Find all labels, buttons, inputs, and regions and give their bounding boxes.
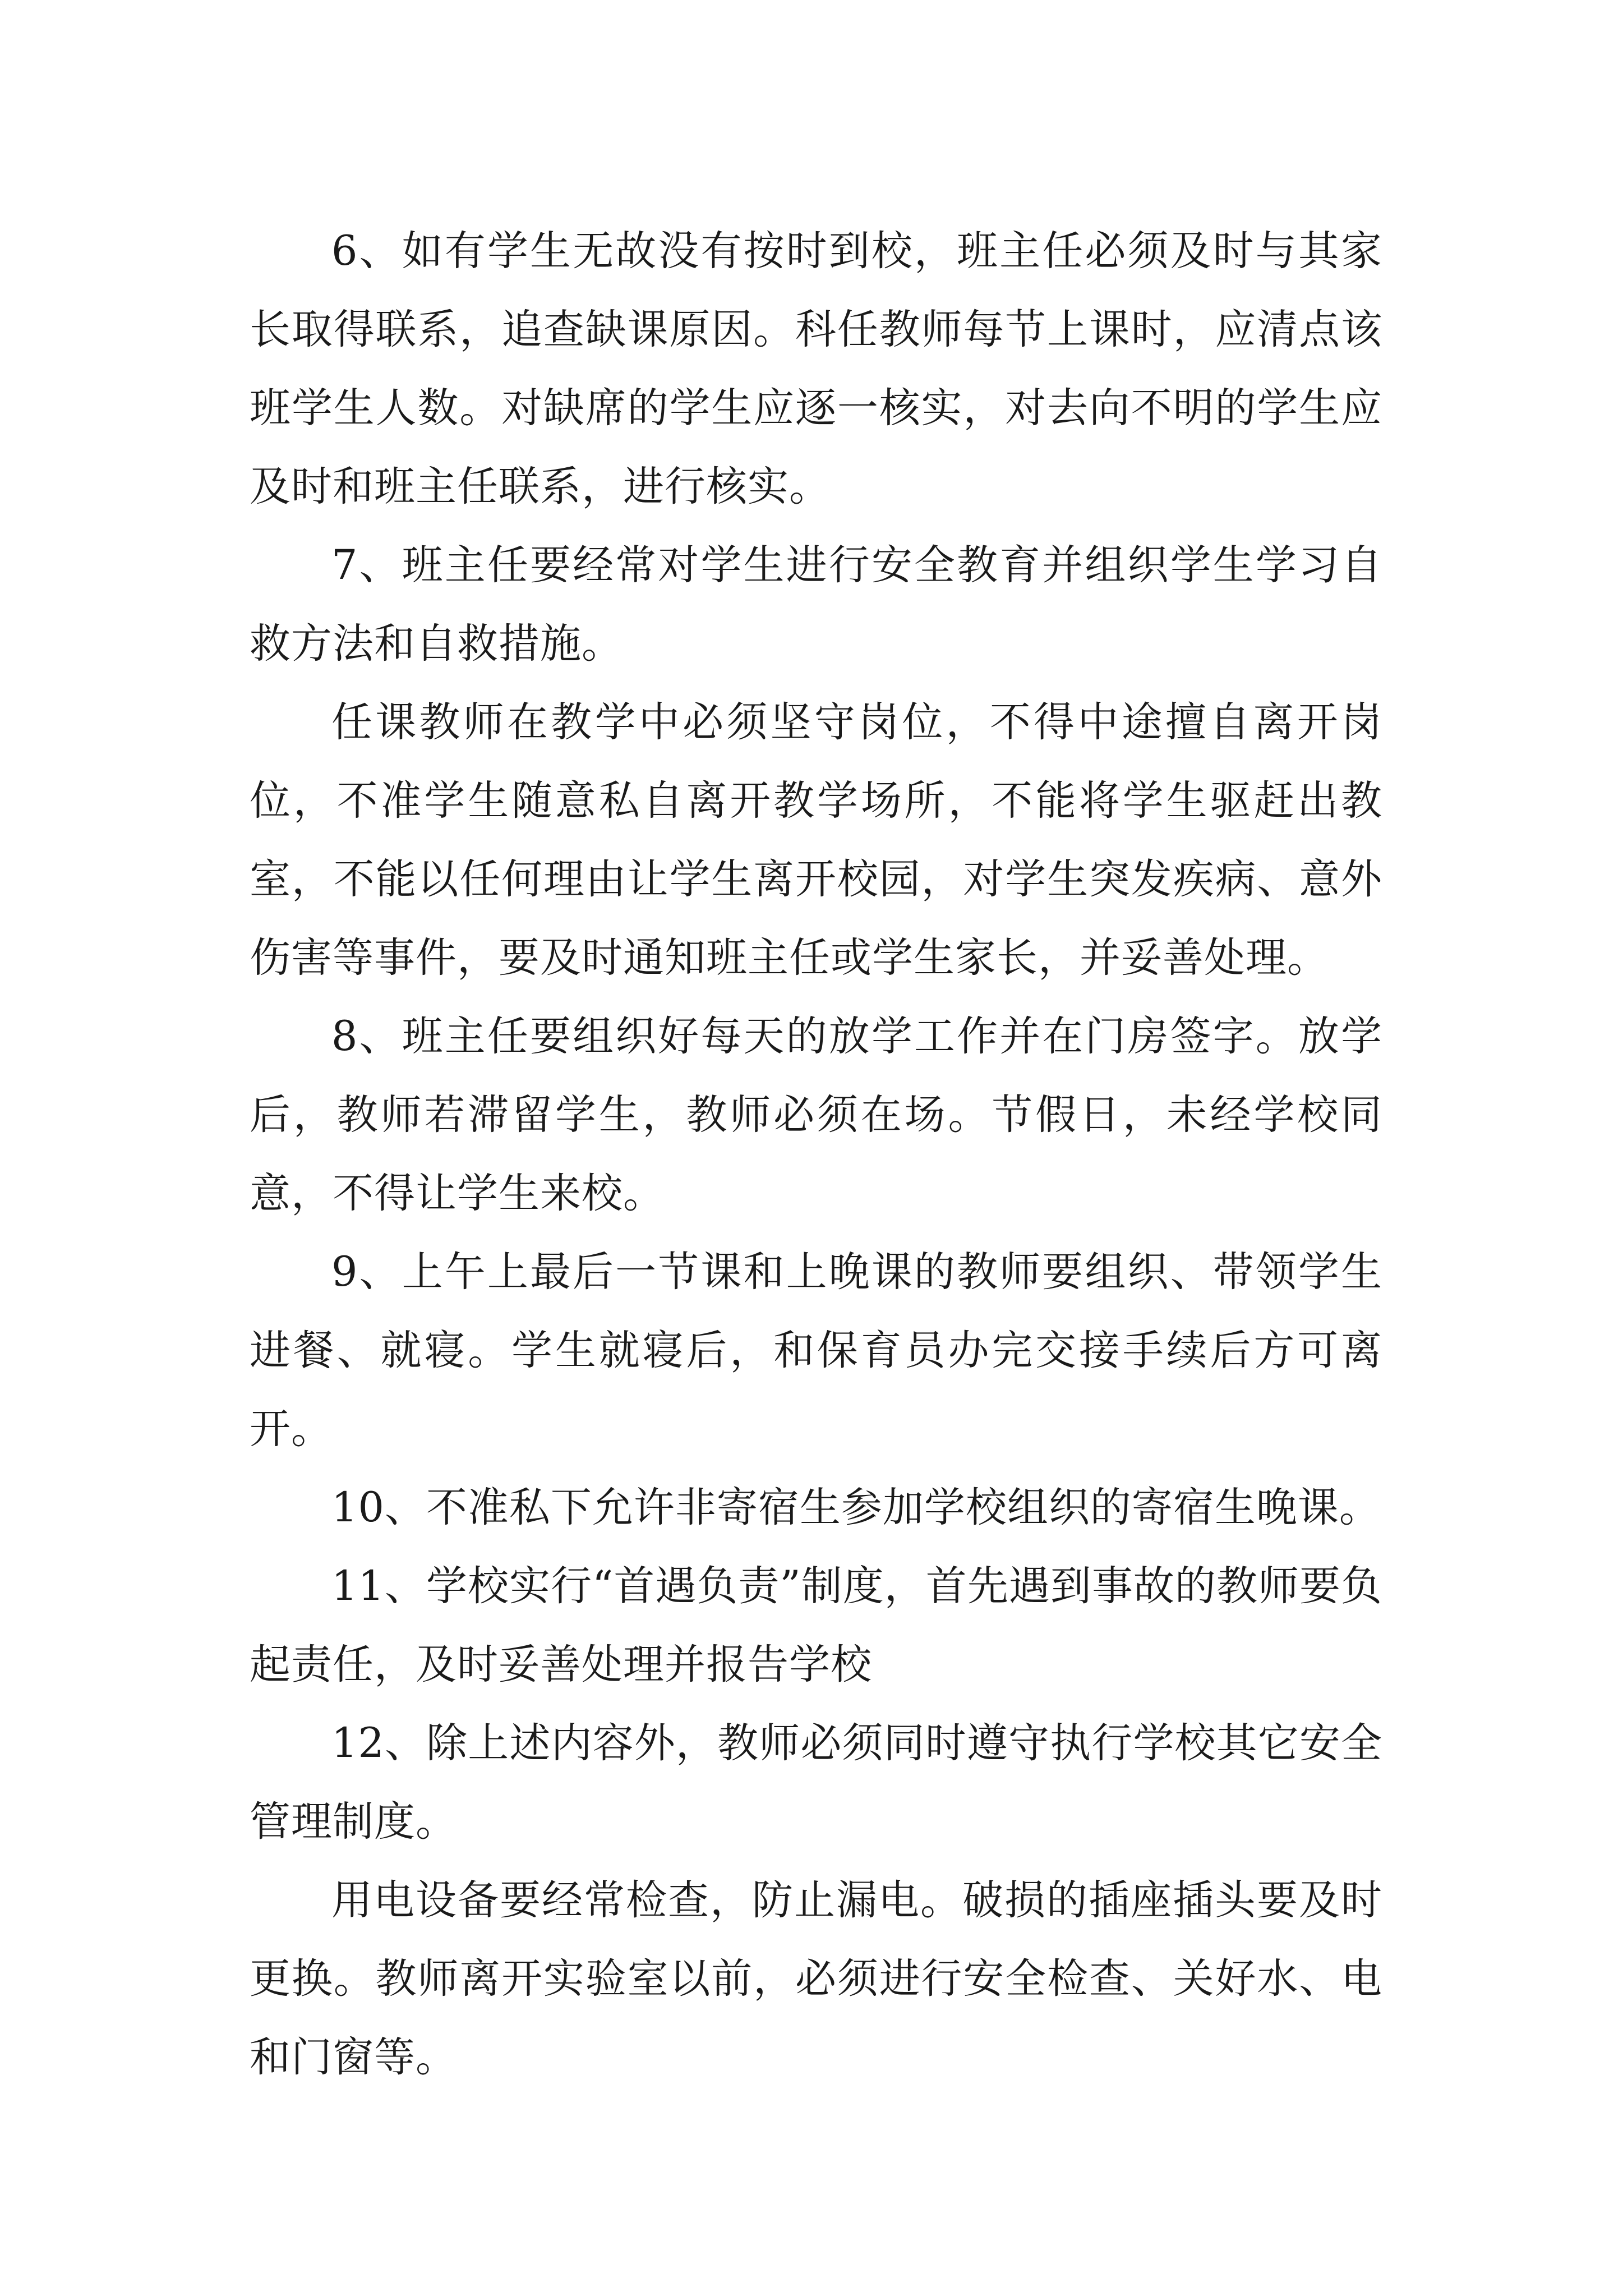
paragraph-item-8: 8、班主任要组织好每天的放学工作并在门房签字。放学后，教师若滞留学生，教师必须在场。节假日，未经学校同意，不得让学生来校。 xyxy=(250,1013,1382,1217)
paragraph-item-12: 12、除上述内容外，教师必须同时遵守执行学校其它安全管理制度。 xyxy=(250,1719,1382,1846)
paragraph-item-9: 9、上午上最后一节课和上晚课的教师要组织、带领学生进餐、就寝。学生就寝后，和保育员办完交接手续后方可离开。 xyxy=(250,1248,1382,1453)
paragraph-electrical-safety: 用电设备要经常检查，防止漏电。破损的插座插头要及时更换。教师离开实验室以前，必须进行安全检查、关好水、电和门窗等。 xyxy=(250,1876,1382,2081)
paragraph-item-7: 7、班主任要经常对学生进行安全教育并组织学生学习自救方法和自救措施。 xyxy=(250,541,1382,668)
paragraph-item-6: 6、如有学生无故没有按时到校，班主任必须及时与其家长取得联系，追查缺课原因。科任教师每节上课时，应清点该班学生人数。对缺席的学生应逐一核实，对去向不明的学生应及时和班主任联系，进行核实。 xyxy=(250,227,1382,510)
paragraph-teacher-duty: 任课教师在教学中必须坚守岗位，不得中途擅自离开岗位，不准学生随意私自离开教学场所，不能将学生驱赶出教室，不能以任何理由让学生离开校园，对学生突发疾病、意外伤害等事件，要及时通知班主任或学生家长，并妥善处理。 xyxy=(250,698,1382,982)
paragraph-item-10: 10、不准私下允许非寄宿生参加学校组织的寄宿生晚课。 xyxy=(331,1484,1381,1531)
paragraph-item-11: 11、学校实行“首遇负责”制度，首先遇到事故的教师要负起责任，及时妥善处理并报告学校 xyxy=(250,1562,1382,1688)
document-body xyxy=(250,212,1382,2097)
